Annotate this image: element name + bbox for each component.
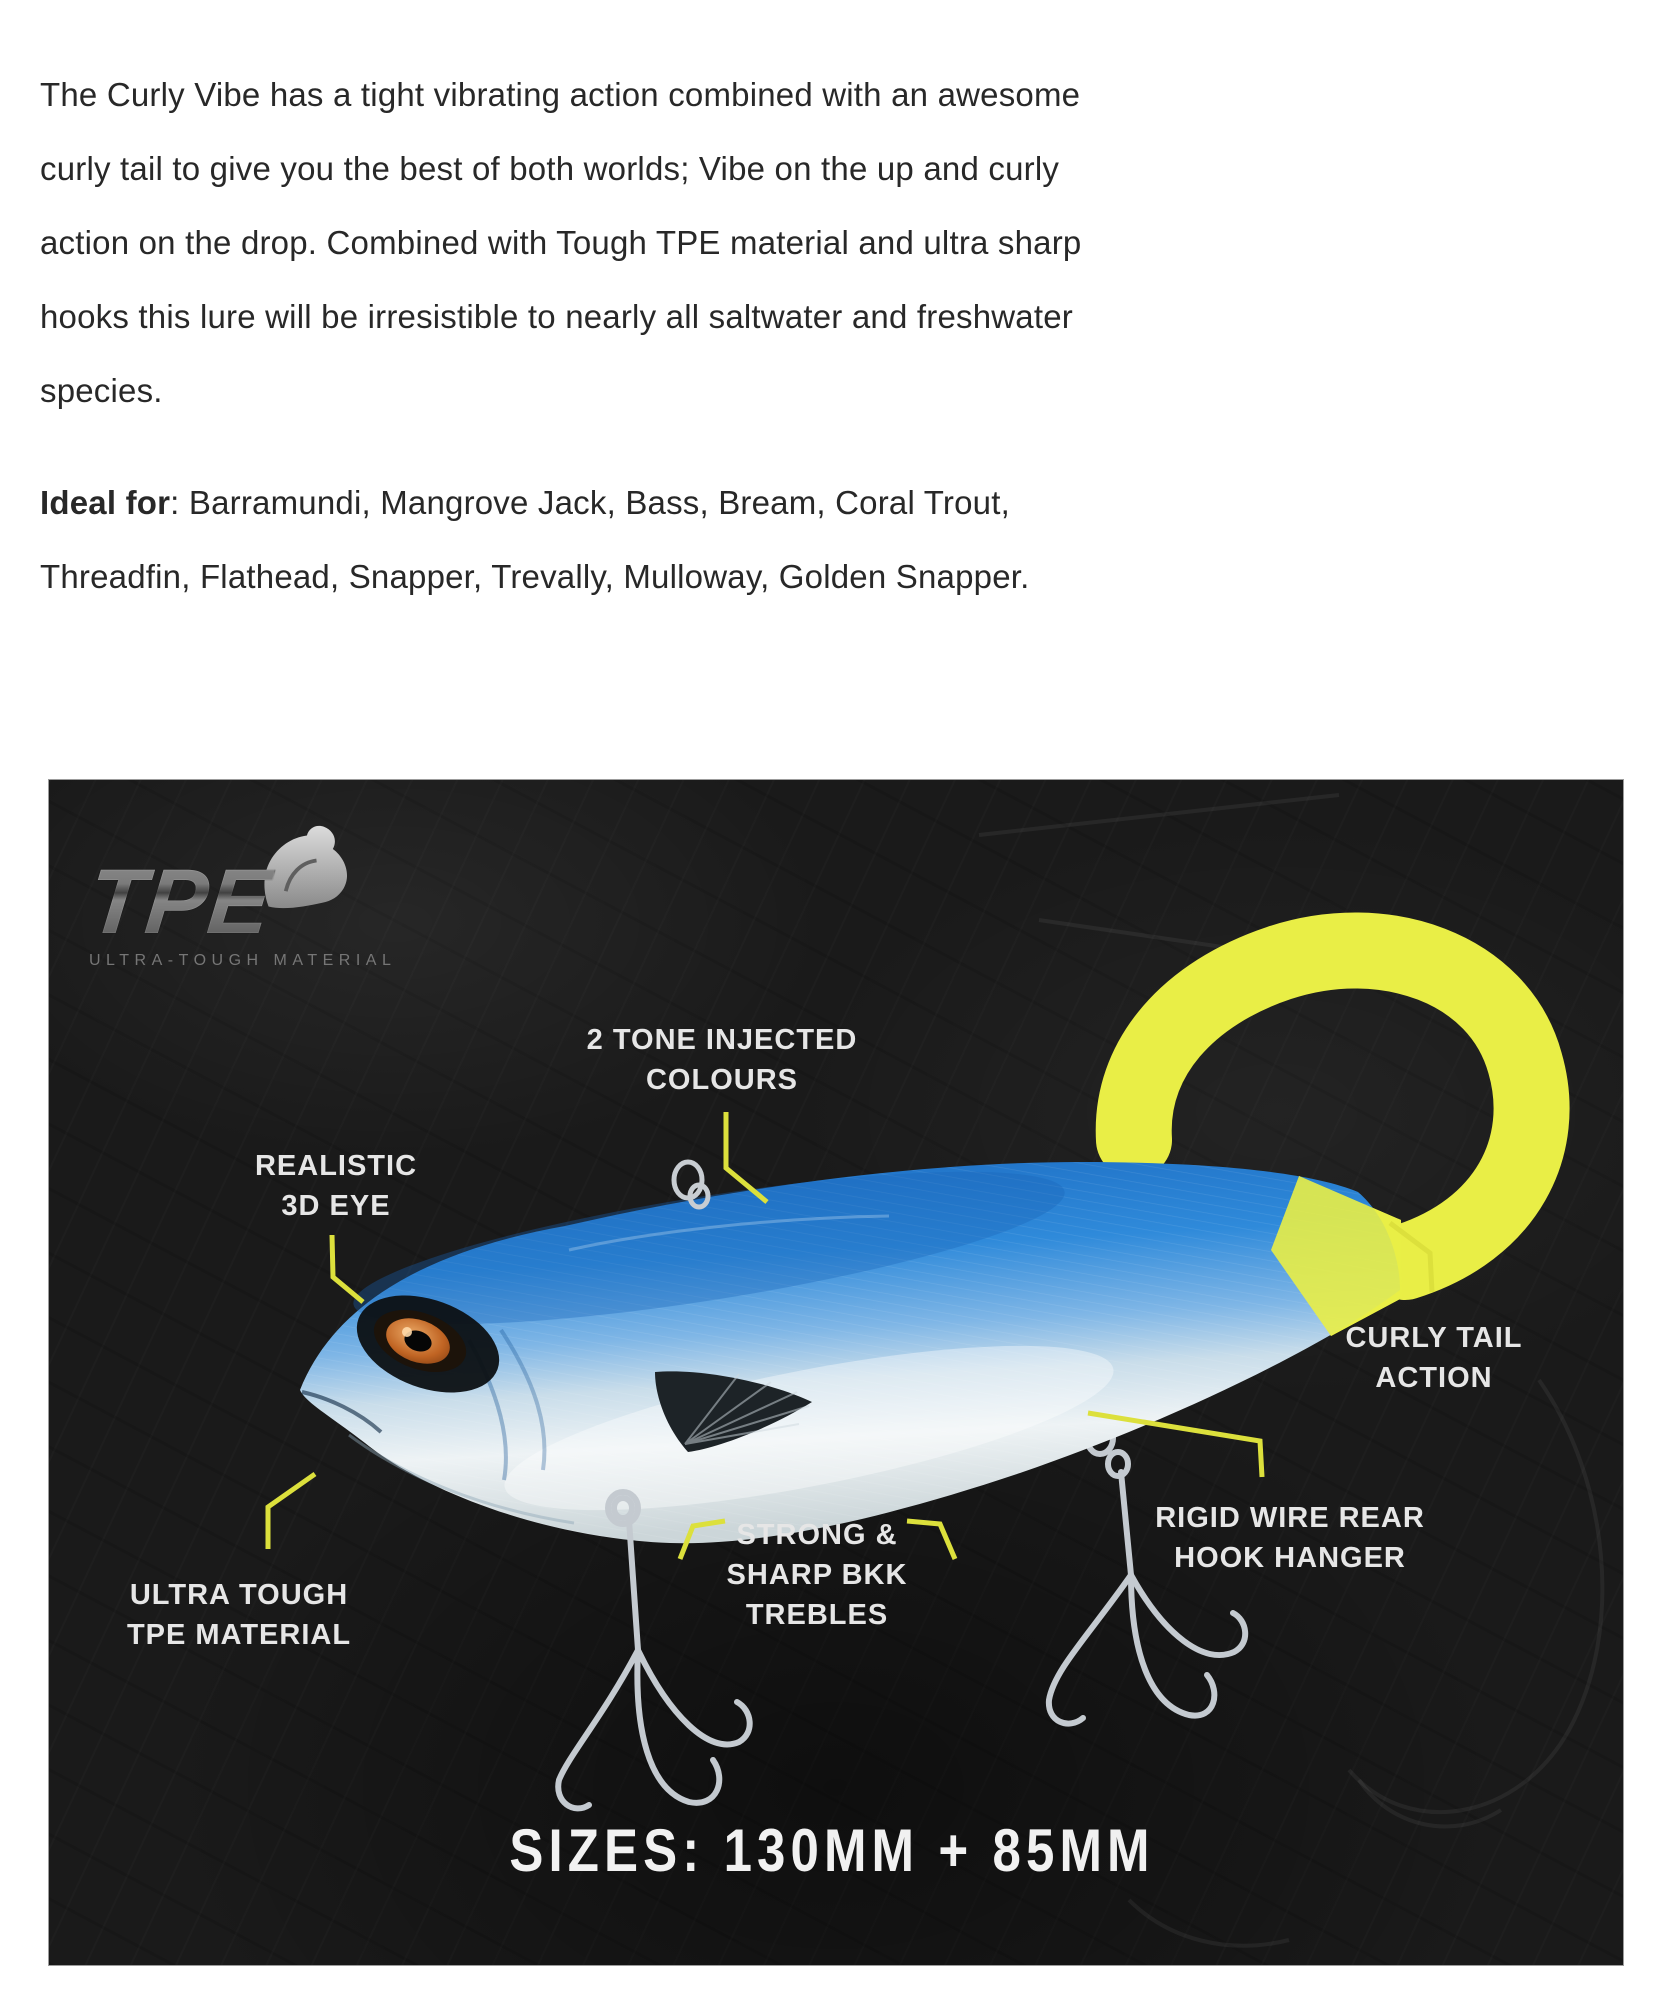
leader-ultra-tough xyxy=(268,1474,315,1549)
callout-line: TREBLES xyxy=(745,1599,889,1631)
rear-treble-hook xyxy=(1049,1575,1245,1724)
tpe-logo-subtitle: ULTRA-TOUGH MATERIAL xyxy=(89,952,397,969)
callout-line: ULTRA TOUGH xyxy=(129,1579,349,1611)
description-line: The Curly Vibe has a tight vibrating action combined with an awesome xyxy=(40,76,1081,113)
callout-line: COLOURS xyxy=(645,1064,798,1096)
callout-trebles-label xyxy=(727,1515,908,1635)
callout-two-tone-label xyxy=(587,1020,858,1100)
belly-hook-hanger xyxy=(608,1492,638,1650)
ideal-for-paragraph xyxy=(40,466,1030,614)
sizes-text: SIZES: 130MM + 85MM xyxy=(509,1817,1155,1884)
ideal-for-species: : Barramundi, Mangrove Jack, Bass, Bream, Coral Trout, xyxy=(170,484,1010,521)
callout-rigid-wire-label xyxy=(1155,1498,1425,1578)
leader-realistic-eye xyxy=(332,1235,363,1302)
description-line: species. xyxy=(40,372,163,409)
leader-trebles-right xyxy=(907,1521,955,1559)
callout-line: TPE MATERIAL xyxy=(126,1619,352,1651)
description-line: hooks this lure will be irresistible to nearly all saltwater and freshwater xyxy=(40,298,1073,335)
callout-realistic-eye-label xyxy=(255,1146,417,1226)
description-line: action on the drop. Combined with Tough TPE material and ultra sharp xyxy=(40,224,1082,261)
callout-curly-tail-label xyxy=(1345,1318,1522,1398)
ideal-for-line: Threadfin, Flathead, Snapper, Trevally, Mulloway, Golden Snapper. xyxy=(40,558,1030,595)
callout-line: ACTION xyxy=(1375,1362,1493,1394)
ideal-for-label: Ideal for xyxy=(40,484,171,521)
product-infographic-image xyxy=(49,780,1623,1965)
callout-line: HOOK HANGER xyxy=(1174,1542,1406,1574)
ideal-for-line xyxy=(40,466,1030,540)
tpe-logo xyxy=(83,822,419,970)
description-line: curly tail to give you the best of both worlds; Vibe on the up and curly xyxy=(40,150,1060,187)
front-treble-hook xyxy=(558,1650,749,1808)
callout-line: RIGID WIRE REAR xyxy=(1155,1502,1425,1534)
callout-line: 3D EYE xyxy=(281,1190,391,1222)
callout-line: SHARP BKK xyxy=(726,1559,908,1591)
callout-line: CURLY TAIL xyxy=(1345,1322,1523,1354)
callout-line: REALISTIC xyxy=(254,1150,418,1182)
callout-ultra-tough-label xyxy=(127,1575,351,1655)
product-description xyxy=(40,58,1081,428)
callout-line: 2 TONE INJECTED xyxy=(586,1024,858,1056)
tpe-logo-text: TPE xyxy=(83,851,277,953)
callout-line: STRONG & xyxy=(736,1519,898,1551)
